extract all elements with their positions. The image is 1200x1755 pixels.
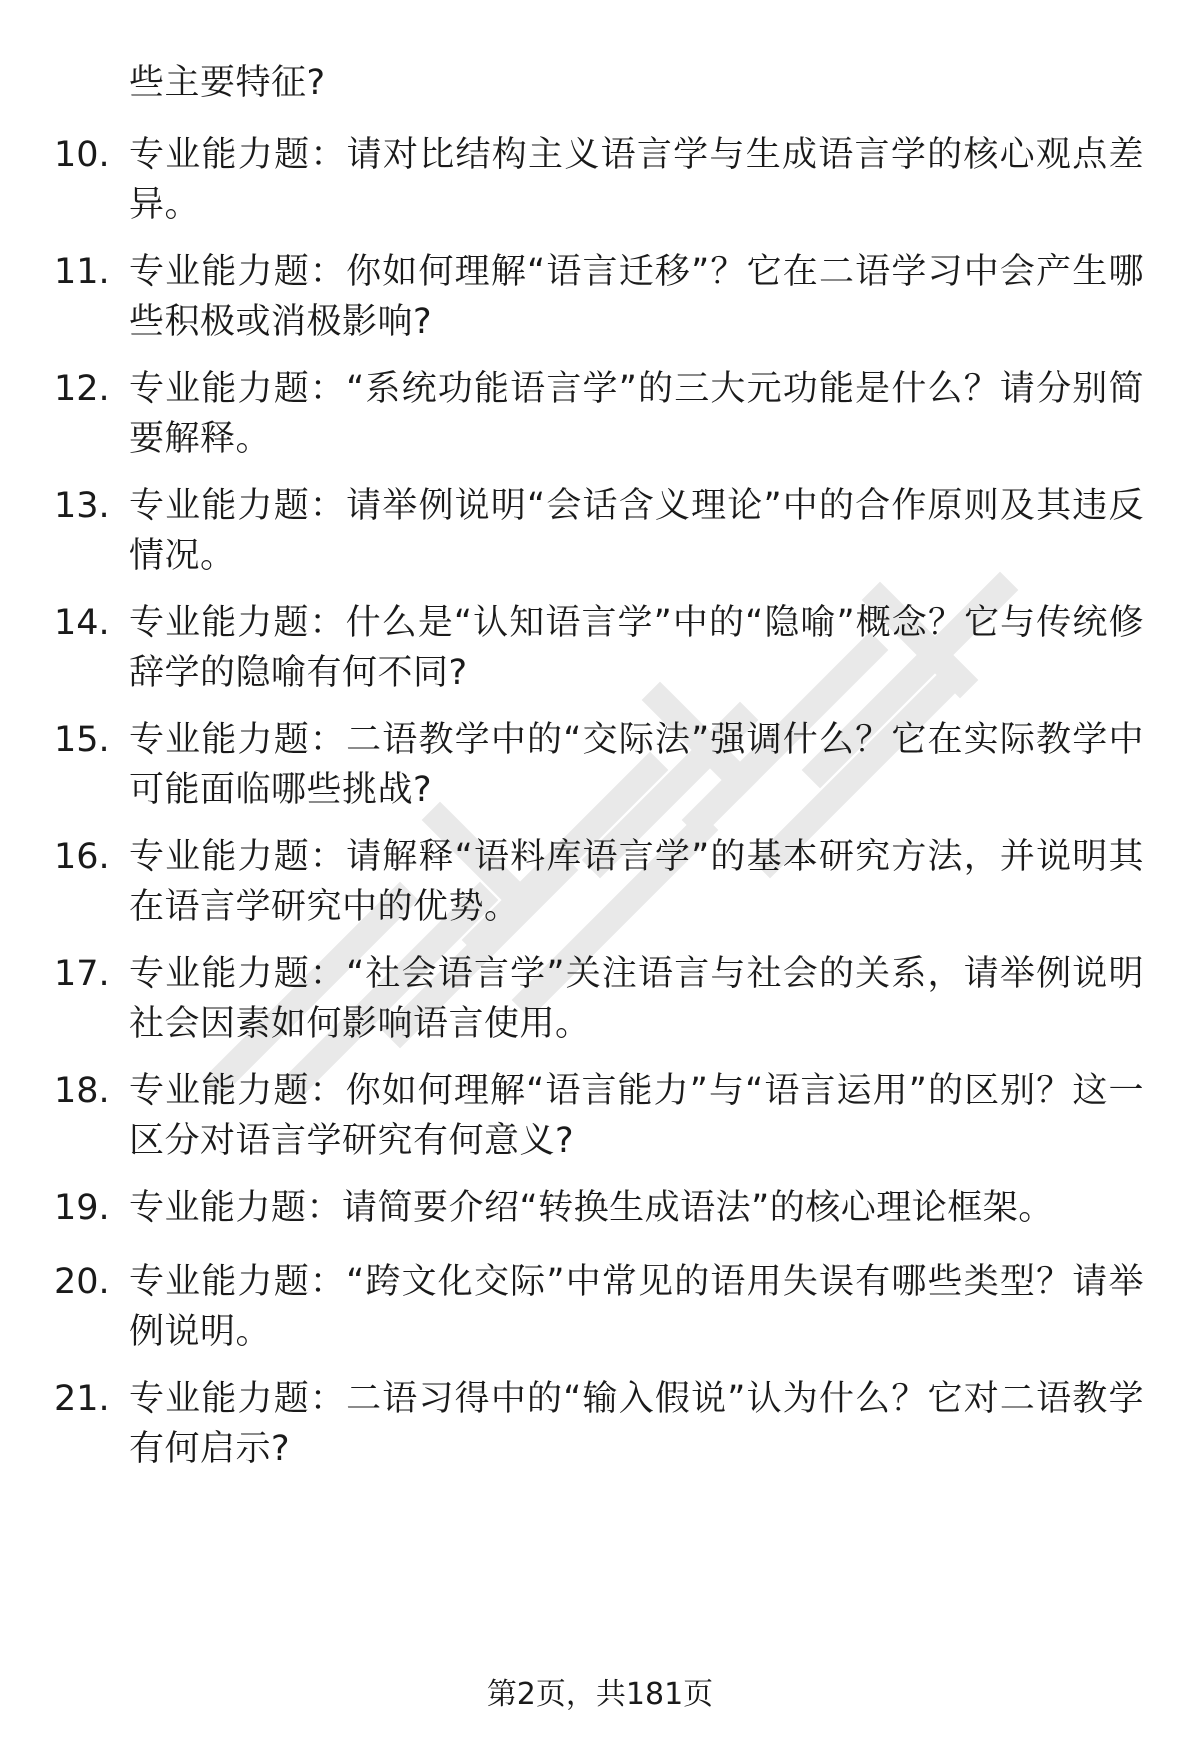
question-number: 18. <box>54 1071 110 1111</box>
question-number: 11. <box>54 252 110 292</box>
question-text: 专业能力题：二语教学中的“交际法”强调什么？它在实际教学中可能面临哪些挑战? <box>129 720 1144 810</box>
question-number: 16. <box>54 837 110 877</box>
question-number: 21. <box>54 1379 110 1419</box>
page-footer: 第2页，共181页 <box>486 1677 714 1712</box>
question-text: 专业能力题：请解释“语料库语言学”的基本研究方法，并说明其在语言学研究中的优势。 <box>129 837 1144 927</box>
question-text: 专业能力题：“系统功能语言学”的三大元功能是什么？请分别简要解释。 <box>129 369 1144 459</box>
question-text: 专业能力题：你如何理解“语言迁移”？它在二语学习中会产生哪些积极或消极影响? <box>129 252 1144 342</box>
question-number: 15. <box>54 720 110 760</box>
question-text: 专业能力题：请举例说明“会话含义理论”中的合作原则及其违反情况。 <box>129 486 1144 576</box>
question-text: 专业能力题：什么是“认知语言学”中的“隐喻”概念？它与传统修辞学的隐喻有何不同? <box>129 603 1144 693</box>
question-number: 19. <box>54 1188 110 1228</box>
question-number: 10. <box>54 135 110 175</box>
question-text: 专业能力题：请对比结构主义语言学与生成语言学的核心观点差异。 <box>129 135 1144 225</box>
question-text: 专业能力题：“跨文化交际”中常见的语用失误有哪些类型？请举例说明。 <box>129 1262 1144 1352</box>
continuation-text: 些主要特征? <box>129 63 326 103</box>
question-number: 12. <box>54 369 110 409</box>
question-text: 专业能力题：你如何理解“语言能力”与“语言运用”的区别？这一区分对语言学研究有何意义? <box>129 1071 1144 1161</box>
question-text: 专业能力题：二语习得中的“输入假说”认为什么？它对二语教学有何启示? <box>129 1379 1144 1469</box>
question-number: 20. <box>54 1262 110 1302</box>
question-number: 17. <box>54 954 110 994</box>
question-text: 专业能力题：请简要介绍“转换生成语法”的核心理论框架。 <box>129 1188 1054 1228</box>
question-number: 14. <box>54 603 110 643</box>
question-text: 专业能力题：“社会语言学”关注语言与社会的关系，请举例说明社会因素如何影响语言使用。 <box>129 954 1144 1044</box>
question-number: 13. <box>54 486 110 526</box>
